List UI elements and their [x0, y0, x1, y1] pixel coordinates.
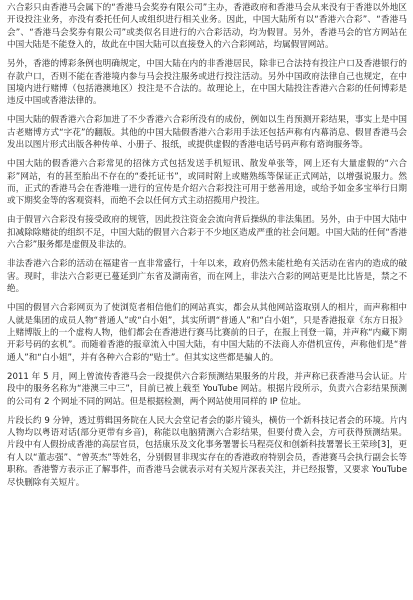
- article-paragraph-4: 中国大陆的假香港六合彩常见的招徕方式包括发送手机短讯、散发单张等，网上还有大量虚假的“六合彩”网站，有的甚至胎出不存在的“委托证书”，或同时附上或赌熟练等保证正式网站，以增强说服力。然而，正式的香港马会在香港唯一进行的宣传是介绍六合彩投注可用于慈善用途，或给予如金多宝举行日期或下期奖金等的客观资料，而绝不会以任何方式主动招揽用户投注。: [7, 159, 407, 207]
- article-paragraph-5: 由于假冒六合彩没有接受政府的规管，因此投注资金会流向背后操纵的非法集团。另外，由于中国大陆中扣减除除赌徒的组织不足，中国大陆的假冒六合彩于不少地区造成严重的社会问题。中国大陆的任何“香港六合彩”服务都是虚假及非法的。: [7, 215, 407, 251]
- article-paragraph-8: 2011 年 5 月，网上曾流传香港马会一段提供六合彩预测结果服务的片段，并声称已获香港马会认证。片段中的服务名称为“港澳三中三”，目前已被上载至 YouTube 网站。根据片段所示，负责六合彩结果预测的公司有 2 个网址不同的网站。但是根据检测，两个网站使用同样的 IP 位址。: [7, 371, 407, 407]
- article-paragraph-6: 非法香港六合彩的活动在福建省一直非常盛行，十年以来，政府仍然未能杜绝有关活动在省内的造成的破害。现时，非法六合彩更已蔓延到广东省及湖南省，而在网上，非法六合彩的网站更是比比皆是，禁之不绝。: [7, 259, 407, 295]
- article-paragraph-7: 中国的假冒六合彩网页为了使浏览者相信他们的网站真实，都会从其他网站盗取别人的相片，而声称相中人就是集团的成员人物“普通人”或“白小姐”，其实所谓“普通人”和“白小姐”，只是香港报章《东方日报》上赌博版上的一个虚构人物，他们都会在香港进行赛马比赛前的日子，在报上刊登一篇，并声称“内藏下期开彩号码的玄机”。而随着香港的报章流入中国大陆，有中国大陆的不法商人亦借机宣传，声称他们是“普通人”和“白小姐”，并有各种六合彩的“贴士”。但其实这些都是骗人的。: [7, 303, 407, 363]
- article-paragraph-9: 片段长约 9 分钟，透过剪辑国务院在人民大会堂记者会的影片镜头，横仿一个新科技记者会的环境。片内人物均以粤语对话(部分更带有乡音)，称能以电脑猜测六合彩结果，但要付费入会，方可获得预测结果。片段中有人假扮成香港的高层官员，包括康乐及文化事务署署长马程亮仪和创新科技署署长王荣珍[3]，更有人以“董志强”、“曾英杰”等姓名，分别假冒非现实存在的香港政府特别会员，香港赛马会执行副会长等职称。香港警方表示正了解事件，而香港马会就表示对有关短片深表关注，并已经报警，又要求 YouTube 尽快删除有关短片。: [7, 415, 407, 488]
- article-paragraph-2: 另外，香港的博彩条例也明确规定，中国大陆在内的非香港居民，除非已合法持有投注户口及香港银行的存款户口，否则不能在香港境内参与马会投注服务或进行投注活动。另外中国政府法律自己也规定，在中国境内进行赌博（包括港澳地区）投注是不合法的。故理论上，在中国大陆投注香港六合彩的任何博彩是违反中国或香港法律的。: [7, 59, 407, 107]
- article-paragraph-1: 六合彩只由香港马会属下的“香港马会奖券有限公司”主办，香港政府和香港马会从来没有于香港以外地区开设投注业务，亦没有委托任何人或组织进行相关业务。因此，中国大陆所有以“香港六合彩”、“香港马会”、“香港马会奖券有限公司”或类似名目进行的六合彩活动，均为假冒。另外，香港马会的官方网站在中国大陆是不能登入的，故此在中国大陆可以直接登入的六合彩网站，均属假冒网站。: [7, 3, 407, 51]
- article-paragraph-3: 中国大陆的假香港六合彩加进了不少香港六合彩所没有的成份，例如以生肖预测开彩结果，事实上是中国古老赌博方式“字花”的翻版。其他的中国大陆假香港六合彩用手法还包括声称有内幕消息、假冒香港马会发出以图片形式出版各种传单、小册子、报纸，或提供虚假的香港电话号码声称有谘询服务等。: [7, 115, 407, 151]
